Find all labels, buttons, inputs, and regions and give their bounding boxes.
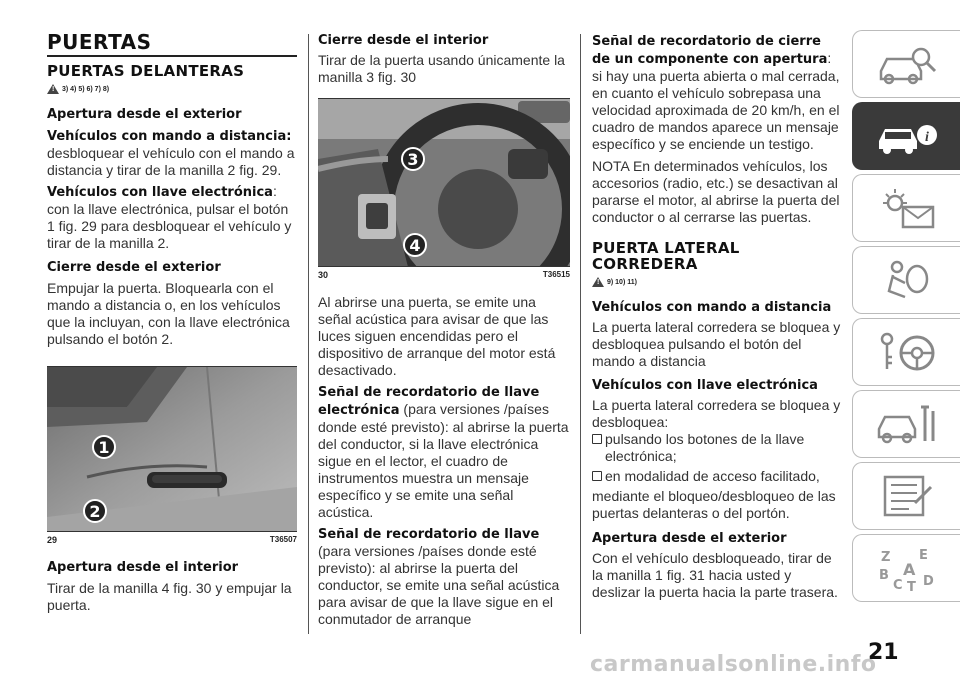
- callout-2: 2: [83, 499, 107, 523]
- index-letter: A: [902, 560, 915, 579]
- index-letter: Z: [880, 550, 890, 565]
- figure-30-caption: [318, 266, 570, 280]
- warning-refs-2: [592, 277, 842, 287]
- paragraph-close-inside: Tirar de la puerta usando únicamente la manilla 3 fig. 30: [318, 52, 565, 85]
- lead-component: Señal de recordatorio de cierre de un componente con apertura: [592, 34, 828, 67]
- text-component: : si hay una puerta abierta o mal cerrada, en cuanto el vehículo sobrepasa una velocidad aproximada de 20 km/h, en el cuadro de mandos aparece un mensaje específico y se enciende un testigo.: [592, 50, 840, 152]
- heading-close-inside: Cierre desde el interior: [318, 33, 489, 48]
- figure-30-image: [318, 98, 570, 266]
- bullet-text-2: en modalidad de acceso facilitado,: [605, 468, 820, 484]
- car-info-icon: [875, 113, 939, 159]
- figure-29-code: T36507: [269, 535, 297, 544]
- checklist-icon: [875, 473, 939, 519]
- tab-car-info[interactable]: [852, 102, 960, 170]
- bullet-text-1: pulsando los botones de la llave electrónica;: [605, 431, 805, 464]
- text-reminder-key: (para versiones /países donde esté previsto): al abrirse la puerta del conductor, si la llave electrónica sigue en el lector, el cuadro de instrumentos muestra un mensaje específico y se emite una señal acústica.: [318, 401, 569, 520]
- paragraph-key: [47, 183, 297, 252]
- figure-29-caption: [47, 531, 297, 545]
- paragraph-reminder-key: [318, 383, 570, 521]
- tab-car-tools[interactable]: [852, 390, 960, 458]
- text-remote: desbloquear el vehículo con el mando a distancia y tirar de la manilla 2 fig. 29.: [47, 145, 295, 178]
- bullet-item-2: [592, 468, 842, 485]
- column-divider-1: [308, 34, 309, 634]
- column-1: [47, 0, 297, 614]
- chapter-tabs: [852, 30, 960, 606]
- warning-triangle-icon: [47, 84, 59, 94]
- car-search-icon: [875, 41, 939, 87]
- tab-car-search[interactable]: [852, 30, 960, 98]
- bullet-item-1: [592, 431, 842, 465]
- index-letter: D: [922, 574, 934, 589]
- warning-refs: [47, 84, 297, 94]
- watermark: carmanualsonline.info: [590, 652, 877, 677]
- column-3: [592, 0, 842, 601]
- callout-1: 1: [92, 435, 116, 459]
- car-tools-icon: [875, 401, 939, 447]
- figure-30-number: 30: [318, 270, 329, 280]
- column-2: [318, 0, 570, 628]
- index-letter: T: [906, 580, 916, 591]
- lead-reminder-key: Señal de recordatorio de llave electrónica: [318, 385, 540, 418]
- paragraph-remote-sliding: La puerta lateral corredera se bloquea y desbloquea pulsando el botón del mando a distancia: [592, 319, 841, 369]
- tab-warning-lights[interactable]: [852, 174, 960, 242]
- warning-refs-text: 3) 4) 5) 6) 7) 8): [62, 85, 110, 93]
- index-letter: E: [918, 548, 928, 563]
- callout-4: 4: [403, 233, 427, 257]
- paragraph-key-end: mediante el bloqueo/desbloqueo de las puertas delanteras o del portón.: [592, 488, 836, 521]
- tab-key-steering[interactable]: [852, 318, 960, 386]
- tab-airbag-seat[interactable]: [852, 246, 960, 314]
- checkbox-bullet-icon: [592, 434, 602, 444]
- heading-close-outside: Cierre desde el exterior: [47, 260, 221, 275]
- figure-30-code: T36515: [542, 270, 570, 279]
- alphabet-index-icon: [875, 545, 939, 591]
- tab-checklist[interactable]: [852, 462, 960, 530]
- heading-key-sliding: Vehículos con llave electrónica: [592, 378, 818, 393]
- warning-refs-text-2: 9) 10) 11): [607, 278, 637, 286]
- key-steering-icon: [875, 329, 939, 375]
- heading-open-outside: Apertura desde el exterior: [47, 107, 242, 122]
- figure-29-number: 29: [47, 535, 58, 545]
- lead-reminder: Señal de recordatorio de llave: [318, 527, 540, 542]
- lead-key: Vehículos con llave electrónica: [47, 185, 273, 200]
- paragraph-key-sliding: La puerta lateral corredera se bloquea y desbloquea:: [592, 397, 841, 430]
- paragraph-signal: Al abrirse una puerta, se emite una señal acústica para avisar de que las luces siguen encendidas pero el dispositivo de arranque del motor está desactivado.: [318, 294, 556, 378]
- svg-text:i: i: [924, 130, 929, 145]
- page-title: PUERTAS: [47, 30, 152, 54]
- paragraph-open-inside: Tirar de la manilla 4 fig. 30 y empujar la puerta.: [47, 580, 292, 613]
- lead-remote: Vehículos con mando a distancia:: [47, 129, 292, 144]
- checkbox-bullet-icon: [592, 471, 602, 481]
- section-title-front-doors: PUERTAS DELANTERAS: [47, 62, 245, 80]
- paragraph-remote: [47, 127, 297, 179]
- section-title-sliding-door: PUERTA LATERAL CORREDERA: [592, 239, 740, 273]
- text-reminder: (para versiones /países donde esté previsto): al abrirse la puerta del conductor, se emite una señal acústica para avisar de que la llave sigue en el conmutador de arranque: [318, 543, 560, 627]
- heading-open-inside: Apertura desde el interior: [47, 560, 239, 575]
- paragraph-reminder: [318, 525, 570, 628]
- paragraph-component-reminder: [592, 32, 842, 153]
- text-key: : con la llave electrónica, pulsar el botón 1 fig. 29 para desbloquear el vehículo y tirar de la manilla 2.: [47, 183, 292, 251]
- heading-open-outside-sliding: Apertura desde el exterior: [592, 531, 787, 546]
- tab-alphabet-index[interactable]: [852, 534, 960, 602]
- index-letter: C: [892, 578, 903, 591]
- column-divider-2: [580, 34, 581, 634]
- paragraph-close-outside: Empujar la puerta. Bloquearla con el mando a distancia o, en los vehículos que la incluyan, con la llave electrónica pulsando el botón 2.: [47, 280, 290, 347]
- index-letter: B: [878, 568, 889, 583]
- heading-remote: Vehículos con mando a distancia: [592, 300, 832, 315]
- callout-3: 3: [401, 147, 425, 171]
- figure-29-image: [47, 366, 297, 531]
- paragraph-open-outside-sliding: Con el vehículo desbloqueado, tirar de la manilla 1 fig. 31 hacia usted y deslizar la puerta hacia la parte trasera.: [592, 550, 838, 600]
- paragraph-nota: NOTA En determinados vehículos, los accesorios (radio, etc.) se desactivan al pararse el motor, al abrirse la puerta del conductor o al cerrarse las puertas.: [592, 158, 840, 225]
- title-rule: [47, 55, 297, 57]
- warning-triangle-icon: [592, 277, 604, 287]
- page-number: 21: [868, 640, 899, 665]
- warning-lights-icon: [875, 185, 939, 231]
- airbag-seat-icon: [875, 257, 939, 303]
